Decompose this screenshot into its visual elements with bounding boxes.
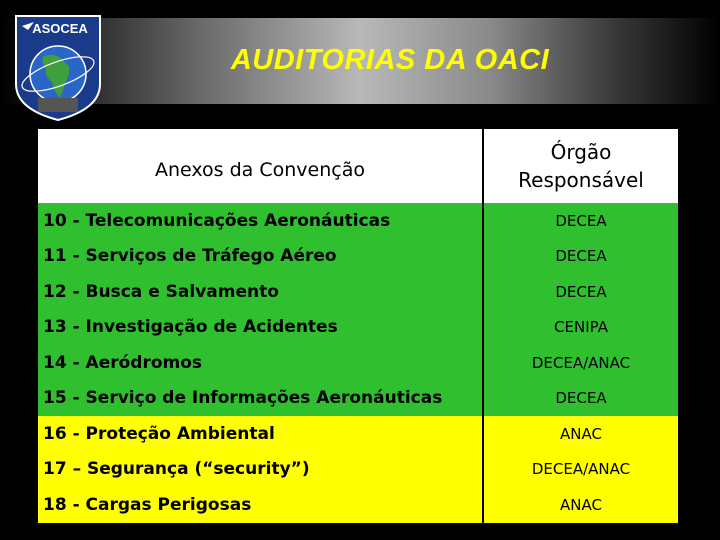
row-orgao: CENIPA bbox=[483, 310, 678, 346]
row-anexo: 10 - Telecomunicações Aeronáuticas bbox=[38, 203, 483, 239]
row-orgao: DECEA bbox=[483, 381, 678, 417]
row-anexo: 16 - Proteção Ambiental bbox=[38, 416, 483, 452]
row-orgao: DECEA/ANAC bbox=[483, 345, 678, 381]
header-anexos: Anexos da Convenção bbox=[38, 129, 483, 203]
asocea-logo-icon bbox=[14, 14, 102, 122]
table-row bbox=[38, 310, 678, 346]
logo-label: ASOCEA bbox=[32, 21, 88, 36]
table-row bbox=[38, 203, 678, 239]
row-anexo: 15 - Serviço de Informações Aeronáuticas bbox=[38, 381, 483, 417]
row-anexo: 11 - Serviços de Tráfego Aéreo bbox=[38, 239, 483, 275]
header-orgao bbox=[483, 129, 678, 203]
row-anexo: 18 - Cargas Perigosas bbox=[38, 487, 483, 523]
row-anexo: 17 – Segurança (“security”) bbox=[38, 452, 483, 488]
table-header-row bbox=[38, 129, 678, 203]
row-orgao: ANAC bbox=[483, 416, 678, 452]
row-anexo: 12 - Busca e Salvamento bbox=[38, 274, 483, 310]
row-anexo: 14 - Aeródromos bbox=[38, 345, 483, 381]
table-row bbox=[38, 345, 678, 381]
table-row bbox=[38, 274, 678, 310]
audits-table bbox=[38, 129, 678, 523]
row-orgao: DECEA bbox=[483, 239, 678, 275]
table-row bbox=[38, 452, 678, 488]
row-orgao: DECEA bbox=[483, 274, 678, 310]
table-row bbox=[38, 416, 678, 452]
row-orgao: DECEA/ANAC bbox=[483, 452, 678, 488]
table-row bbox=[38, 239, 678, 275]
row-orgao: ANAC bbox=[483, 487, 678, 523]
table-row bbox=[38, 487, 678, 523]
table-row bbox=[38, 381, 678, 417]
page-title: AUDITORIAS DA OACI bbox=[230, 44, 550, 76]
header-orgao-line1: Órgão bbox=[550, 140, 612, 164]
row-anexo: 13 - Investigação de Acidentes bbox=[38, 310, 483, 346]
row-orgao: DECEA bbox=[483, 203, 678, 239]
header-orgao-line2: Responsável bbox=[518, 168, 644, 192]
